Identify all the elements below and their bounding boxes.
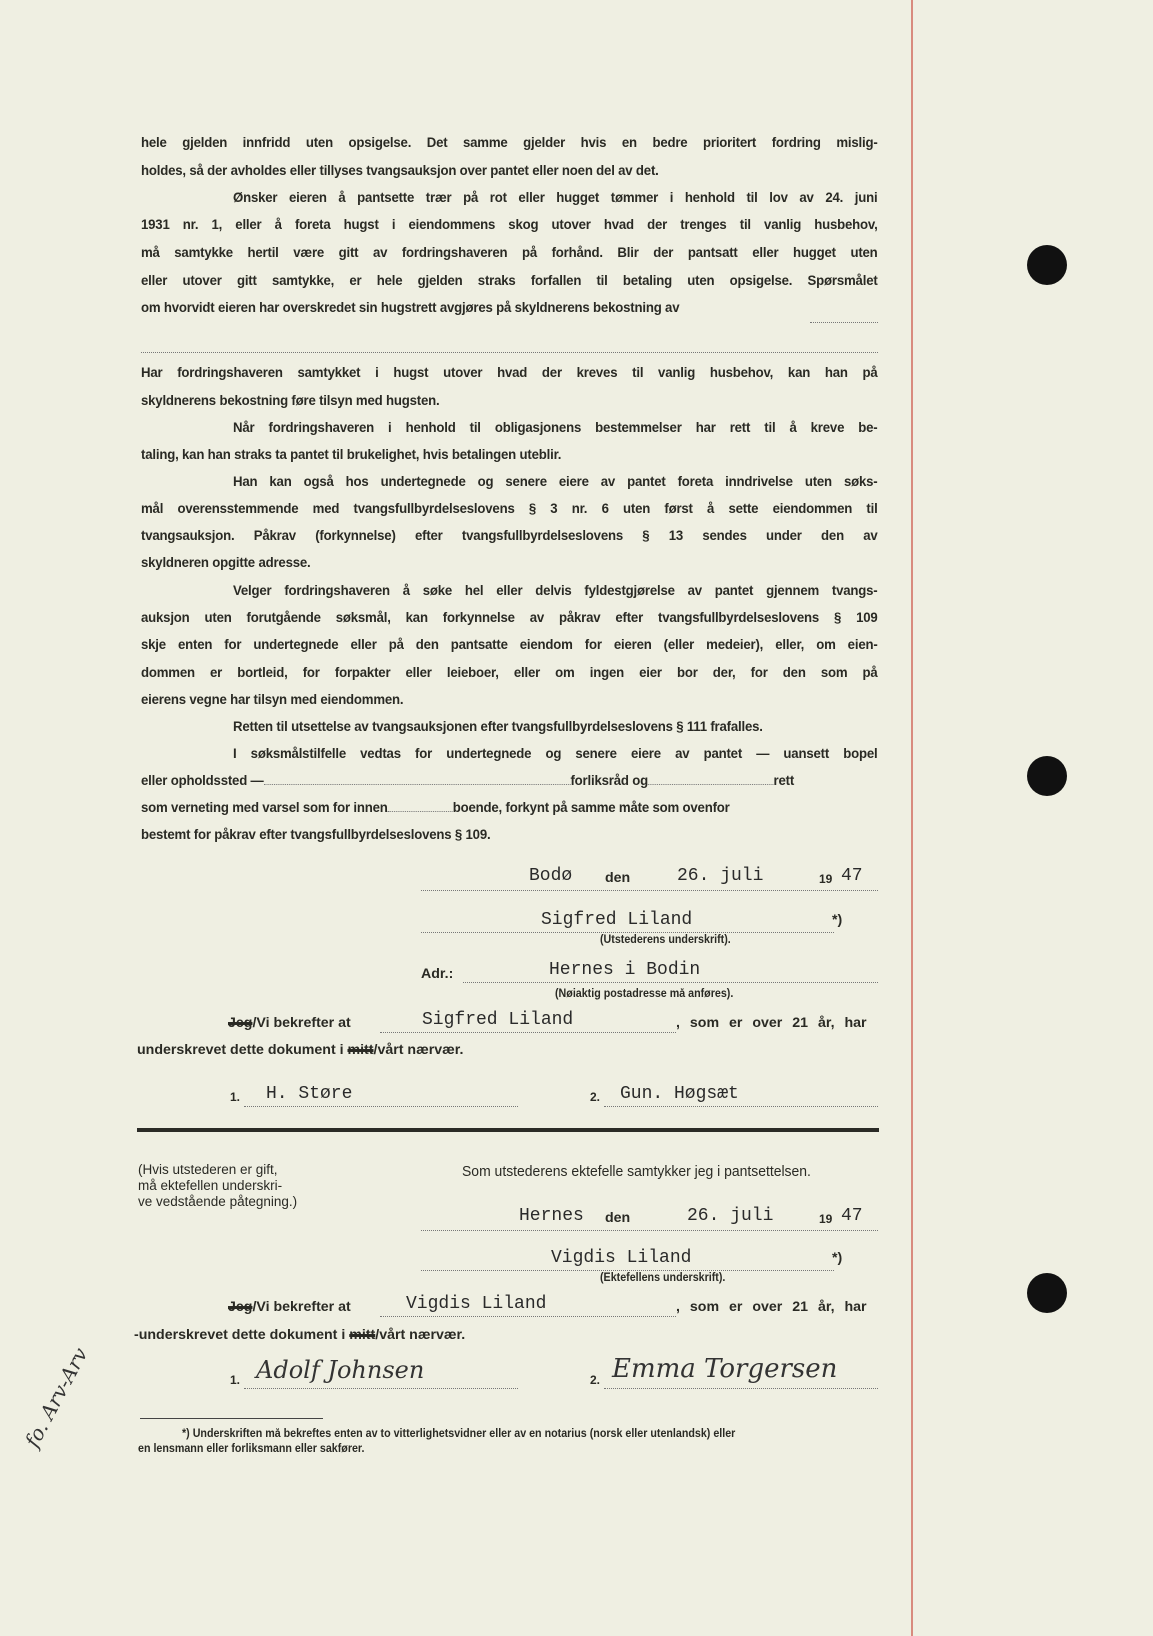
spouse-confirm-line bbox=[228, 1299, 351, 1315]
venue-text: eller opholdssted — bbox=[141, 773, 264, 789]
presence-line bbox=[137, 1042, 463, 1058]
body-line: holdes, så der avholdes eller tillyses tvangsauksjon over pantet eller noen del av det. bbox=[141, 163, 659, 179]
witness2-signature[interactable]: Gun. Høgsæt bbox=[620, 1084, 739, 1104]
note-line: må ektefellen underskri- bbox=[138, 1178, 283, 1193]
confirm-suffix: , som er over 21 år, har bbox=[676, 1015, 867, 1031]
signature-caption: (Ektefellens underskrift). bbox=[600, 1272, 726, 1284]
place-field[interactable]: Bodø bbox=[529, 866, 573, 886]
witness1-signature[interactable]: Adolf Johnsen bbox=[256, 1356, 425, 1384]
witness2-signature[interactable]: Emma Torgersen bbox=[612, 1354, 838, 1384]
year-field[interactable]: 47 bbox=[841, 1206, 863, 1226]
fill-line bbox=[810, 322, 878, 323]
footnote-line: *) Underskriften må bekreftes enten av to vitterlighetsvidner eller av en notarius (norsk eller utenlandsk) eller bbox=[182, 1428, 736, 1440]
venue-text: boende, forkynt på samme måte som ovenfor bbox=[452, 800, 730, 816]
witness-number: 2. bbox=[590, 1090, 601, 1104]
venue-line-2 bbox=[141, 800, 826, 816]
margin-rule bbox=[911, 0, 913, 1636]
spouse-consent: Som utstederens ektefelle samtykker jeg i pantsettelsen. bbox=[462, 1163, 811, 1180]
body-line: om hvorvidt eieren har overskredet sin hugstrett avgjøres på skyldnerens bekostning av bbox=[141, 300, 680, 316]
venue-text: som verneting med varsel som for innen bbox=[141, 800, 388, 816]
body-line: 1931 nr. 1, eller å foreta hugst i eiendommens skog utover hvad der trenges til vanlig husbehov, bbox=[141, 217, 878, 233]
footnote-mark: *) bbox=[832, 1250, 843, 1266]
confirm-text: /Vi bekrefter at bbox=[252, 1015, 351, 1031]
address-field[interactable]: Hernes i Bodin bbox=[549, 960, 701, 980]
body-line: Ønsker eieren å pantsette trær på rot eller hugget tømmer i henhold til lov av 24. juni bbox=[233, 190, 878, 206]
fill-line bbox=[141, 352, 878, 353]
presence-line bbox=[134, 1327, 465, 1343]
presence-text: /vårt nærvær. bbox=[373, 1042, 464, 1058]
punch-hole bbox=[1027, 245, 1067, 285]
date-field[interactable]: 26. juli bbox=[677, 866, 764, 886]
body-line: dommen er bortleid, for forpakter eller leieboer, eller om ingen eier bor der, for den som på bbox=[141, 665, 878, 681]
struck-text: Jeg bbox=[228, 1015, 253, 1031]
confirm-suffix: , som er over 21 år, har bbox=[676, 1299, 867, 1315]
struck-text: Jeg bbox=[228, 1299, 253, 1315]
body-line: Retten til utsettelse av tvangsauksjonen efter tvangsfullbyrdelseslovens § 111 frafalles. bbox=[233, 719, 763, 735]
venue-line-3: bestemt for påkrav efter tvangsfullbyrdelseslovens § 109. bbox=[141, 827, 491, 843]
punch-hole bbox=[1027, 1273, 1067, 1313]
presence-text: -underskrevet dette dokument i bbox=[134, 1327, 350, 1343]
body-line: eierens vegne har tilsyn med eiendommen. bbox=[141, 692, 404, 708]
venue-text: forliksråd og bbox=[570, 773, 648, 789]
year-prefix: 19 bbox=[819, 872, 833, 886]
spouse-note bbox=[138, 1162, 297, 1210]
margin-annotation: fo. Arv-Arv bbox=[20, 1343, 93, 1452]
body-line: skyldneren opgitte adresse. bbox=[141, 555, 311, 571]
body-line: må samtykke hertil være gitt av fordringshaveren på forhånd. Blir der pantsatt eller hugget uten bbox=[141, 245, 878, 261]
witness1-line[interactable] bbox=[244, 1356, 518, 1389]
address-caption: (Nøiaktig postadresse må anføres). bbox=[555, 988, 734, 1000]
venue-text: rett bbox=[773, 773, 795, 789]
spouse-signature-line[interactable] bbox=[421, 1248, 834, 1271]
body-line: Har fordringshaveren samtykket i hugst utover hvad der kreves til vanlig husbehov, kan han på bbox=[141, 365, 878, 381]
section-divider bbox=[137, 1128, 879, 1132]
body-line: taling, kan han straks ta pantet til brukelighet, hvis betalingen uteblir. bbox=[141, 447, 562, 463]
body-line: skyldnerens bekostning føre tilsyn med hugsten. bbox=[141, 393, 440, 409]
spouse-signature[interactable]: Vigdis Liland bbox=[551, 1248, 692, 1268]
struck-text: mitt bbox=[349, 1327, 376, 1343]
confirm-name-field[interactable]: Vigdis Liland bbox=[406, 1294, 547, 1314]
body-line: Når fordringshaveren i henhold til obligasjonens bestemmelser har rett til å kreve be- bbox=[233, 420, 878, 436]
witness-number: 1. bbox=[230, 1373, 241, 1387]
den-label: den bbox=[605, 1210, 631, 1226]
witness-number: 2. bbox=[590, 1373, 601, 1387]
footnote-line: en lensmann eller forliksmann eller sakfører. bbox=[138, 1443, 365, 1455]
punch-hole bbox=[1027, 756, 1067, 796]
signature-caption: (Utstederens underskrift). bbox=[600, 934, 731, 946]
body-line: I søksmålstilfelle vedtas for undertegnede og senere eiere av pantet — uansett bopel bbox=[233, 746, 878, 762]
body-line: skje enten for undertegnede eller på den pantsatte eiendom for eieren (eller medeier), eller, om eien- bbox=[141, 637, 878, 653]
issuer-signature[interactable]: Sigfred Liland bbox=[541, 910, 693, 930]
body-line: tvangsauksjon. Påkrav (forkynnelse) efter tvangsfullbyrdelseslovens § 13 sendes under den av bbox=[141, 528, 878, 544]
body-line: hele gjelden innfridd uten opsigelse. Det samme gjelder hvis en bedre prioritert fordring mislig- bbox=[141, 135, 878, 151]
footnote-mark: *) bbox=[832, 912, 843, 928]
note-line: ve vedstående påtegning.) bbox=[138, 1194, 298, 1209]
confirm-name-field[interactable]: Sigfred Liland bbox=[422, 1010, 574, 1030]
witness1-line[interactable] bbox=[244, 1084, 518, 1107]
year-field[interactable]: 47 bbox=[841, 866, 863, 886]
witness2-line[interactable] bbox=[604, 1084, 878, 1107]
place-field[interactable]: Hernes bbox=[519, 1206, 584, 1226]
spouse-date-line[interactable] bbox=[421, 1206, 878, 1231]
den-label: den bbox=[605, 870, 631, 886]
struck-text: mitt bbox=[347, 1042, 374, 1058]
body-line: Velger fordringshaveren å søke hel eller delvis fyldestgjørelse av pantet gjennem tvangs- bbox=[233, 583, 878, 599]
address-line[interactable] bbox=[463, 960, 878, 983]
presence-text: underskrevet dette dokument i bbox=[137, 1042, 348, 1058]
presence-text: /vårt nærvær. bbox=[375, 1327, 466, 1343]
body-line: eller utover gitt samtykke, er hele gjelden straks forfallen til betaling uten opsigelse. Spørsmålet bbox=[141, 273, 878, 289]
date-field[interactable]: 26. juli bbox=[687, 1206, 774, 1226]
confirm-text: /Vi bekrefter at bbox=[252, 1299, 351, 1315]
confirm-name-line[interactable] bbox=[380, 1010, 676, 1033]
witness1-signature[interactable]: H. Støre bbox=[266, 1084, 353, 1104]
body-line: Han kan også hos undertegnede og senere eiere av pantet foreta inndrivelse uten søks- bbox=[233, 474, 878, 490]
issuer-signature-line[interactable] bbox=[421, 910, 834, 933]
footnote-rule bbox=[140, 1418, 323, 1419]
issuer-date-line[interactable] bbox=[421, 866, 878, 891]
address-label: Adr.: bbox=[421, 966, 454, 982]
issuer-confirm-line bbox=[228, 1015, 351, 1031]
witness-number: 1. bbox=[230, 1090, 241, 1104]
note-line: (Hvis utstederen er gift, bbox=[138, 1162, 278, 1177]
confirm-name-line[interactable] bbox=[380, 1294, 676, 1317]
body-line: auksjon uten forutgående søksmål, kan forkynnelse av påkrav efter tvangsfullbyrdelseslovens § 109 bbox=[141, 610, 878, 626]
body-line: mål overensstemmende med tvangsfullbyrdelseslovens § 3 nr. 6 uten først å sette eiendommen til bbox=[141, 501, 878, 517]
witness2-line[interactable] bbox=[604, 1354, 878, 1389]
venue-line bbox=[141, 773, 826, 789]
year-prefix: 19 bbox=[819, 1212, 833, 1226]
